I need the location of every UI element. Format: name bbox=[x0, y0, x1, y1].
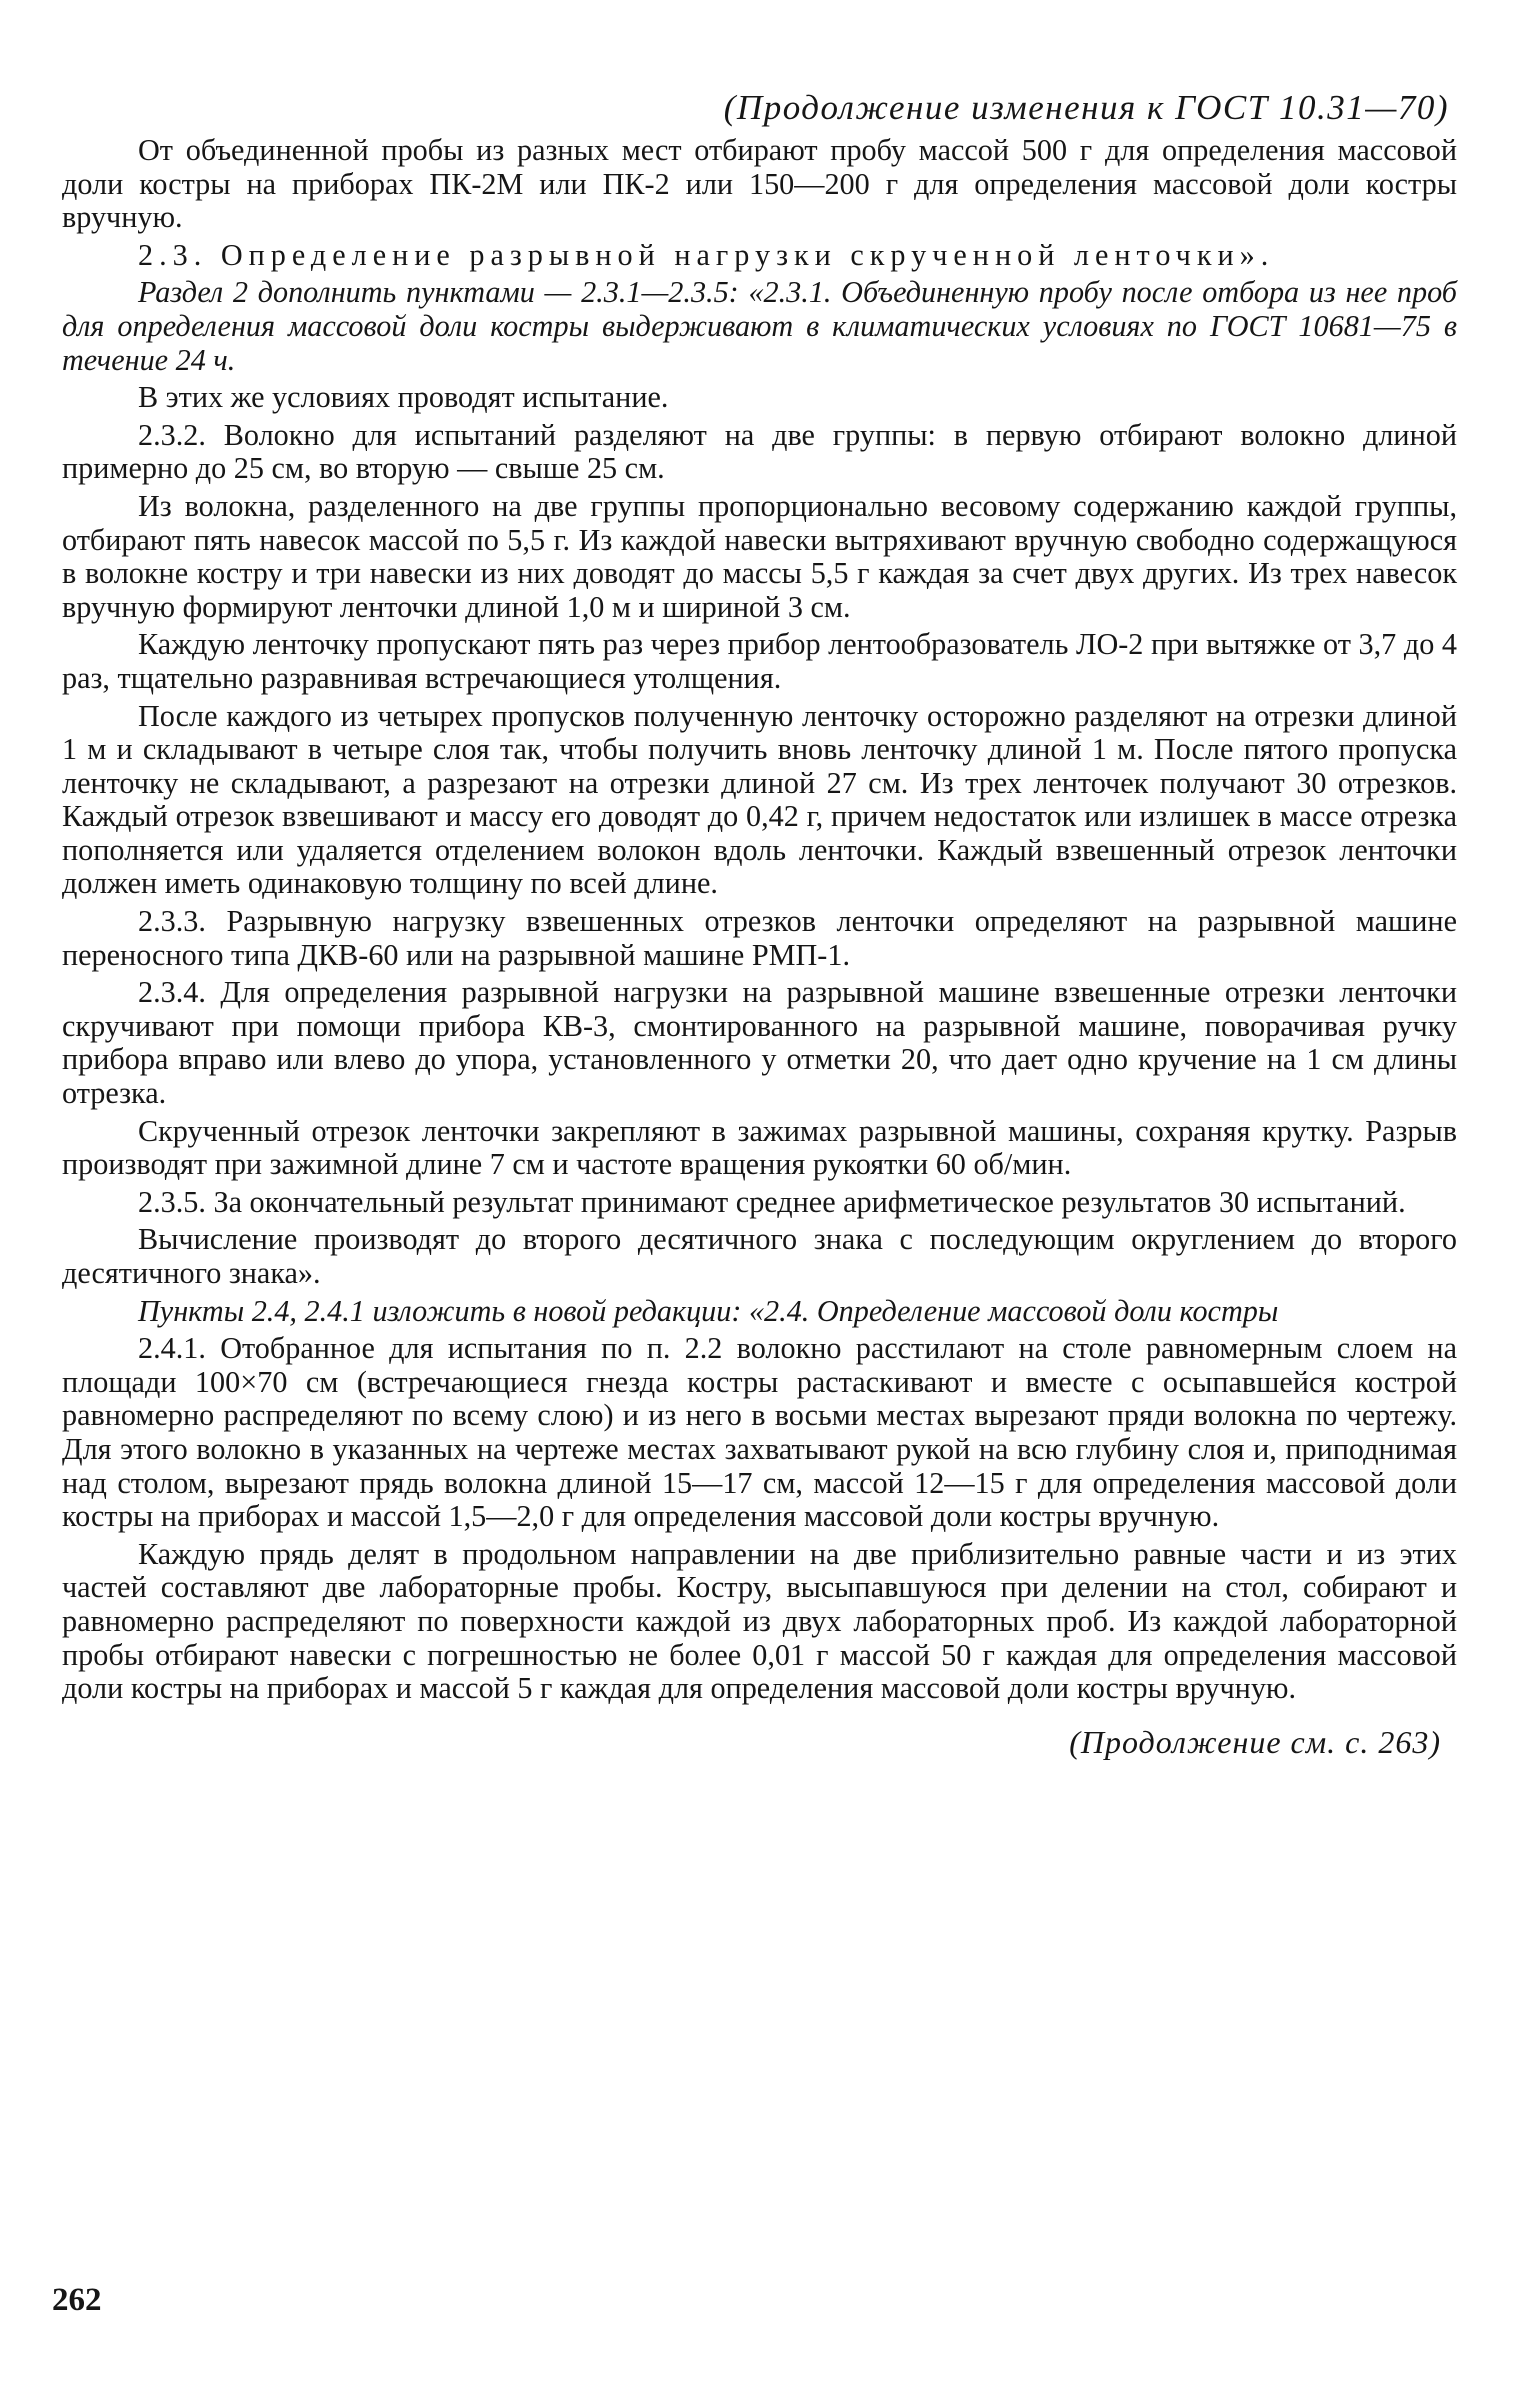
paragraph: 2.3.3. Разрывную нагрузку взвешенных отрезков ленточки определяют на разрывной машине переносного типа ДКВ-60 или на разрывной машине РМП-1. bbox=[62, 904, 1457, 972]
paragraph: 2.3.4. Для определения разрывной нагрузки на разрывной машине взвешенные отрезки ленточки скручивают при помощи прибора КВ-3, смонтированного на разрывной машине, поворачивая ручку прибора вправо или влево до упора, установленного у отметки 20, что дает одно кручение на 1 см длины отрезка. bbox=[62, 975, 1457, 1111]
paragraph: 2.3.2. Волокно для испытаний разделяют на две группы: в первую отбирают волокно длиной примерно до 25 см, во вторую — свыше 25 см. bbox=[62, 417, 1457, 486]
continuation-note: (Продолжение см. с. 263) bbox=[1069, 1723, 1441, 1760]
page-number: 262 bbox=[52, 2282, 102, 2318]
paragraph: Из волокна, разделенного на две группы пропорционально весовому содержанию каждой группы, отбирают пять навесок массой по 5,5 г. Из каждой навески вытряхивают вручную свободно содержащуюся в волокне костру и три навески из них доводят до массы 5,5 г каждая за счет двух других. Из трех навесок вручную формируют ленточки длиной 1,0 м и шириной 3 см. bbox=[62, 488, 1457, 624]
page-header: (Продолжение изменения к ГОСТ 10.31—70) bbox=[723, 88, 1449, 127]
section-heading: 2.3. Определение разрывной нагрузки скрученной ленточки». bbox=[138, 237, 1275, 272]
paragraph: Вычисление производят до второго десятичного знака с последующим округлением до второго десятичного знака». bbox=[62, 1222, 1457, 1290]
paragraph: Раздел 2 дополнить пунктами — 2.3.1—2.3.5: «2.3.1. Объединенную пробу после отбора из нее проб для определения массовой доли костры выдерживают в климатических условиях по ГОСТ 10681—75 в течение 24 ч. bbox=[62, 275, 1457, 377]
paragraph: Каждую прядь делят в продольном направлении на две приблизительно равные части и из этих частей составляют две лабораторные пробы. Костру, высыпавшуюся при делении на стол, собирают и равномерно распределяют по поверхности каждой из двух лабораторных проб. Из каждой лабораторной пробы отбирают навески с погрешностью не более 0,01 г массой 50 г каждая для определения массовой доли костры на приборах и массой 5 г каждая для определения массовой доли костры вручную. bbox=[62, 1536, 1457, 1706]
paragraph: 2.3.5. За окончательный результат принимают среднее арифметическое результатов 30 испытаний. bbox=[138, 1184, 1406, 1219]
paragraph: Каждую ленточку пропускают пять раз через прибор лентообразователь ЛО-2 при вытяжке от 3,7 до 4 раз, тщательно разравнивая встречающиеся утолщения. bbox=[62, 627, 1457, 695]
paragraph: От объединенной пробы из разных мест отбирают пробу массой 500 г для определения массовой доли костры на приборах ПК-2М или ПК-2 или 150—200 г для определения массовой доли костры вручную. bbox=[62, 133, 1457, 235]
section-heading: Пункты 2.4, 2.4.1 изложить в новой редакции: «2.4. Определение массовой доли костры bbox=[138, 1293, 1279, 1328]
paragraph: В этих же условиях проводят испытание. bbox=[138, 380, 669, 415]
paragraph: 2.4.1. Отобранное для испытания по п. 2.2 волокно расстилают на столе равномерным слоем на площади 100×70 см (встречающиеся гнезда костры растаскивают и вместе с осыпавшейся кострой равномерно распределяют по всему слою) и из него в восьми местах вырезают пряди волокна по чертежу. Для этого волокно в указанных на чертеже местах захватывают рукой на всю глубину слоя и, приподнимая над столом, вырезают прядь волокна длиной 15—17 см, массой 12—15 г для определения массовой доли костры на приборах и массой 1,5—2,0 г для определения массовой доли костры вручную. bbox=[62, 1331, 1457, 1534]
paragraph: После каждого из четырех пропусков полученную ленточку осторожно разделяют на отрезки длиной 1 м и складывают в четыре слоя так, чтобы получить вновь ленточку длиной 1 м. После пятого пропуска ленточку не складывают, а разрезают на отрезки длиной 27 см. Из трех ленточек получают 30 отрезков. Каждый отрезок взвешивают и массу его доводят до 0,42 г, причем недостаток или излишек в массе отрезка пополняется или удаляется отделением волокон вдоль ленточки. Каждый взвешенный отрезок ленточки должен иметь одинаковую толщину по всей длине. bbox=[62, 698, 1457, 901]
document-page bbox=[62, 86, 1457, 1762]
paragraph: Скрученный отрезок ленточки закрепляют в зажимах разрывной машины, сохраняя крутку. Разрыв производят при зажимной длине 7 см и частоте вращения рукоятки 60 об/мин. bbox=[62, 1113, 1457, 1182]
document-body bbox=[62, 134, 1457, 1706]
